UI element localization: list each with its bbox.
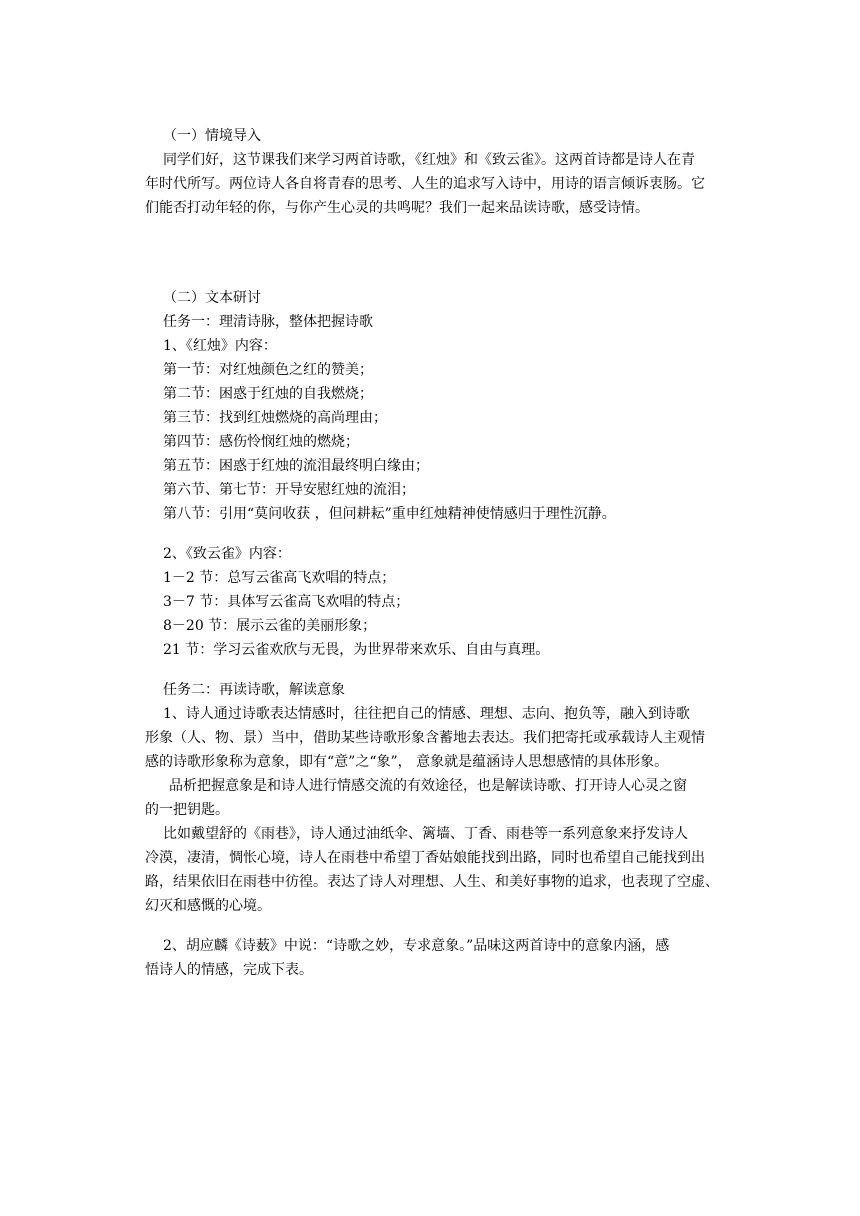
zhiyunque-stanza-item: 8－20 节：展示云雀的美丽形象；	[163, 618, 377, 634]
task-two-heading: 任务二：再读诗歌，解读意象	[163, 682, 345, 698]
zhiyunque-stanza-item: 3－7 节：具体写云雀高飞欢唱的特点；	[163, 594, 410, 610]
intro-paragraph-line: 年时代所写。两位诗人各自将青春的思考、人生的追求写入诗中，用诗的语言倾诉衷肠。它	[145, 176, 705, 192]
imagery-paragraph-line: 感的诗歌形象称为意象，即有“意”之“象”， 意象就是蕴涵诗人思想感情的具体形象。	[145, 754, 669, 770]
zhiyunque-content-title: 2、《致云雀》内容：	[163, 546, 291, 562]
hongzhu-stanza-item: 第一节：对红烛颜色之红的赞美；	[163, 362, 373, 378]
imagery-paragraph-line: 品析把握意象是和诗人进行情感交流的有效途径，也是解读诗歌、打开诗人心灵之窗	[169, 778, 687, 794]
hongzhu-stanza-item: 第四节：感伤怜悯红烛的燃烧；	[163, 434, 359, 450]
hongzhu-stanza-item: 第八节：引用“莫问收获 ，但问耕耘”重申红烛精神使情感归于理性沉静。	[163, 506, 616, 522]
hongzhu-stanza-item: 第五节：困惑于红烛的流泪最终明白缘由；	[163, 458, 429, 474]
imagery-paragraph-line: 1、诗人通过诗歌表达情感时，往往把自己的情感、理想、志向、抱负等，融入到诗歌	[163, 706, 690, 722]
example-paragraph-line: 路，结果依旧在雨巷中彷徨。表达了诗人对理想、人生、和美好事物的追求，也表现了空虚、	[145, 874, 719, 890]
hongzhu-content-title: 1、《红烛》内容：	[163, 338, 277, 354]
quote-paragraph-line: 悟诗人的情感，完成下表。	[145, 962, 313, 978]
hongzhu-stanza-item: 第三节：找到红烛燃烧的高尚理由；	[163, 410, 387, 426]
hongzhu-stanza-item: 第二节：困惑于红烛的自我燃烧；	[163, 386, 373, 402]
example-paragraph-line: 幻灭和感慨的心境。	[145, 898, 271, 914]
intro-paragraph-line: 同学们好，这节课我们来学习两首诗歌，《红烛》和《致云雀》。这两首诗都是诗人在青	[163, 152, 695, 168]
section-heading-text-study: （二）文本研讨	[163, 290, 261, 306]
zhiyunque-stanza-item: 21 节：学习云雀欢欣与无畏，为世界带来欢乐、自由与真理。	[163, 642, 550, 658]
imagery-paragraph-line: 的一把钥匙。	[145, 802, 229, 818]
example-paragraph-line: 比如戴望舒的《雨巷》，诗人通过油纸伞、篱墙、丁香、雨巷等一系列意象来抒发诗人	[163, 826, 688, 842]
example-paragraph-line: 冷漠，凄清，惆怅心境，诗人在雨巷中希望丁香姑娘能找到出路，同时也希望自己能找到出	[145, 850, 705, 866]
hongzhu-stanza-item: 第六节、第七节：开导安慰红烛的流泪；	[163, 482, 415, 498]
section-heading-situation-intro: （一）情境导入	[163, 128, 261, 144]
intro-paragraph-line: 们能否打动年轻的你，与你产生心灵的共鸣呢？我们一起来品读诗歌，感受诗情。	[145, 200, 649, 216]
quote-paragraph-line: 2、胡应麟《诗薮》中说：“诗歌之妙，专求意象。”品味这两首诗中的意象内涵，感	[163, 938, 670, 954]
zhiyunque-stanza-item: 1－2 节：总写云雀高飞欢唱的特点；	[163, 570, 396, 586]
imagery-paragraph-line: 形象（人、物、景）当中，借助某些诗歌形象含蓄地去表达。我们把寄托或承载诗人主观情	[145, 730, 705, 746]
task-one-heading: 任务一：理清诗脉，整体把握诗歌	[163, 314, 373, 330]
